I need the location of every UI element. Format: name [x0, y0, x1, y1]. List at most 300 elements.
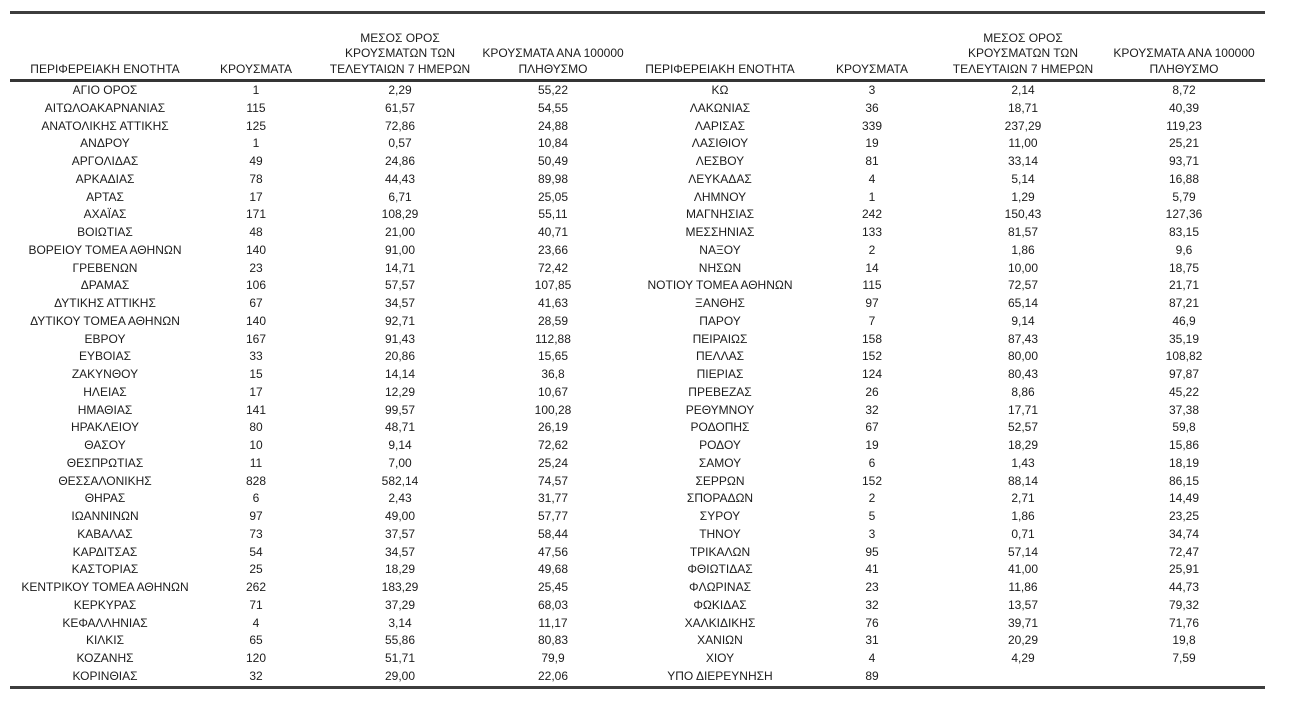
per100k-cell: 24,88: [537, 118, 569, 133]
per100k-cell: 107,85: [534, 278, 572, 293]
cases-cell: 19: [865, 438, 879, 452]
region-name-cell: ΔΡΑΜΑΣ: [80, 278, 130, 293]
table-header-row: [10, 14, 1265, 82]
avg7-cell: 34,57: [384, 544, 416, 559]
per100k-cell: 21,71: [1168, 278, 1200, 293]
region-name-cell: ΛΑΚΩΝΙΑΣ: [689, 100, 751, 115]
avg7-cell: 9,14: [388, 438, 412, 452]
avg7-cell: 150,43: [1004, 207, 1042, 222]
avg7-cell: 3,14: [388, 615, 412, 630]
region-name-cell: ΛΕΥΚΑΔΑΣ: [688, 171, 752, 186]
per100k-cell: 36,8: [541, 367, 565, 381]
avg7-cell: 18,29: [1007, 438, 1039, 452]
avg7-cell: 2,29: [388, 83, 412, 97]
region-name-cell: ΝΑΞΟΥ: [699, 242, 741, 257]
per100k-cell: 41,63: [537, 296, 569, 310]
cases-cell: 17: [249, 384, 263, 399]
header-region-label: ΠΕΡΙΦΕΡΕΙΑΚΗ ΕΝΟΤΗΤΑ: [645, 61, 795, 76]
avg7-cell: 14,14: [384, 367, 416, 381]
region-name-cell: ΗΜΑΘΙΑΣ: [77, 402, 133, 417]
per100k-cell: 57,77: [537, 509, 569, 523]
per100k-cell: 18,75: [1168, 260, 1200, 275]
per100k-cell: 5,79: [1172, 189, 1196, 204]
per100k-cell: 93,71: [1168, 154, 1200, 168]
cases-cell: 95: [865, 544, 879, 559]
cases-cell: 1: [252, 136, 260, 151]
region-name-cell: ΚΕΝΤΡΙΚΟΥ ΤΟΜΕΑ ΑΘΗΝΩΝ: [21, 580, 189, 594]
cases-cell: 54: [249, 544, 263, 559]
cases-cell: 23: [865, 580, 879, 594]
table-row: [10, 153, 1265, 171]
region-name-cell: ΗΡΑΚΛΕΙΟΥ: [70, 420, 140, 435]
cases-cell: 97: [249, 509, 263, 523]
avg7-cell: 80,43: [1007, 367, 1039, 381]
cases-cell: 133: [861, 225, 883, 239]
per100k-cell: 54,55: [537, 100, 569, 115]
table-row: [10, 384, 1265, 402]
cases-cell: 6: [252, 491, 260, 506]
cases-cell: 242: [861, 207, 883, 222]
per100k-cell: 23,66: [537, 242, 569, 257]
table-row: [10, 526, 1265, 544]
region-name-cell: ΗΛΕΙΑΣ: [83, 384, 127, 399]
cases-cell: 124: [861, 367, 883, 381]
per100k-cell: 108,82: [1165, 349, 1203, 364]
region-name-cell: ΑΡΓΟΛΙΔΑΣ: [71, 154, 139, 168]
cases-cell: 89: [865, 668, 879, 683]
per100k-cell: 86,15: [1168, 473, 1200, 488]
region-name-cell: ΑΡΤΑΣ: [86, 189, 124, 204]
per100k-cell: 25,45: [537, 580, 569, 594]
per100k-cell: 23,25: [1168, 509, 1200, 523]
avg7-cell: 17,71: [1007, 402, 1039, 417]
region-name-cell: ΡΟΔΟΠΗΣ: [690, 420, 750, 435]
region-name-cell: ΠΑΡΟΥ: [699, 313, 741, 328]
cases-cell: 3: [868, 83, 876, 97]
per100k-cell: 119,23: [1166, 118, 1202, 133]
avg7-cell: 1,86: [1011, 509, 1035, 523]
avg7-cell: 108,29: [381, 207, 419, 222]
cases-cell: 80: [249, 420, 263, 435]
table-row: [10, 171, 1265, 189]
header-region-label: ΠΕΡΙΦΕΡΕΙΑΚΗ ΕΝΟΤΗΤΑ: [30, 61, 180, 76]
avg7-cell: 55,86: [384, 633, 416, 648]
per100k-cell: 83,15: [1168, 225, 1200, 239]
cases-cell: 97: [865, 296, 879, 310]
table-row: [10, 402, 1265, 420]
cases-cell: 23: [249, 260, 263, 275]
header-cases-label: ΚΡΟΥΣΜΑΤΑ: [220, 61, 292, 76]
header-avg7-line2: ΚΡΟΥΣΜΑΤΩΝ ΤΩΝ: [967, 46, 1079, 61]
table-row: [10, 100, 1265, 118]
avg7-cell: 0,57: [388, 136, 412, 151]
region-name-cell: ΜΕΣΣΗΝΙΑΣ: [685, 225, 755, 239]
cases-cell: 4: [868, 171, 876, 186]
per100k-cell: 80,83: [537, 633, 569, 648]
per100k-cell: 72,42: [537, 260, 569, 275]
cases-cell: 152: [861, 349, 883, 364]
per100k-cell: 9,6: [1175, 242, 1193, 257]
cases-cell: 65: [249, 633, 263, 648]
region-name-cell: ΝΟΤΙΟΥ ΤΟΜΕΑ ΑΘΗΝΩΝ: [647, 278, 793, 293]
avg7-cell: 99,57: [384, 402, 416, 417]
table-row: [10, 118, 1265, 136]
avg7-cell: 0,71: [1011, 526, 1035, 541]
per100k-cell: 44,73: [1168, 580, 1200, 594]
cases-cell: 339: [861, 118, 883, 133]
avg7-cell: 29,00: [384, 668, 416, 683]
avg7-cell: 18,29: [384, 562, 416, 577]
table-row: [10, 455, 1265, 473]
header-per100k-left: [482, 46, 624, 77]
avg7-cell: 91,00: [384, 242, 416, 257]
cases-cell: 167: [245, 331, 267, 346]
avg7-cell: 21,00: [384, 225, 416, 239]
cases-cell: 2: [868, 491, 876, 506]
per100k-cell: 79,32: [1168, 597, 1200, 612]
region-name-cell: ΕΒΡΟΥ: [84, 331, 126, 346]
cases-cell: 26: [865, 384, 879, 399]
avg7-cell: 18,71: [1007, 100, 1039, 115]
region-name-cell: ΚΑΣΤΟΡΙΑΣ: [71, 562, 139, 577]
region-name-cell: ΔΥΤΙΚΗΣ ΑΤΤΙΚΗΣ: [54, 296, 156, 310]
cases-cell: 10: [249, 438, 263, 452]
region-name-cell: ΣΑΜΟΥ: [698, 455, 742, 470]
region-name-cell: ΘΕΣΣΑΛΟΝΙΚΗΣ: [58, 473, 152, 488]
per100k-cell: 35,19: [1168, 331, 1200, 346]
cases-cell: 36: [865, 100, 879, 115]
per100k-cell: 72,62: [537, 438, 569, 452]
region-name-cell: ΦΩΚΙΔΑΣ: [693, 597, 747, 612]
cases-cell: 2: [868, 242, 876, 257]
cases-cell: 32: [249, 668, 263, 683]
avg7-cell: 92,71: [384, 313, 416, 328]
per100k-cell: 34,74: [1168, 526, 1200, 541]
per100k-cell: 18,19: [1168, 455, 1200, 470]
header-avg7-right: [922, 31, 1124, 77]
header-region-right: [618, 62, 822, 77]
avg7-cell: 1,29: [1011, 189, 1035, 204]
avg7-cell: 582,14: [381, 473, 419, 488]
per100k-cell: 19,8: [1172, 633, 1196, 648]
cases-cell: 120: [245, 651, 267, 665]
per100k-cell: 15,65: [537, 349, 569, 364]
per100k-cell: 50,49: [537, 154, 569, 168]
avg7-cell: 37,57: [384, 526, 416, 541]
avg7-cell: 51,71: [384, 651, 416, 665]
avg7-cell: 12,29: [384, 384, 416, 399]
region-name-cell: ΚΟΡΙΝΘΙΑΣ: [72, 668, 138, 683]
region-name-cell: ΛΑΡΙΣΑΣ: [694, 118, 746, 133]
region-name-cell: ΑΡΚΑΔΙΑΣ: [75, 171, 135, 186]
header-per100k-line1: ΚΡΟΥΣΜΑΤΑ ΑΝΑ 100000: [482, 46, 624, 61]
region-name-cell: ΛΗΜΝΟΥ: [693, 189, 747, 204]
cases-cell: 4: [868, 651, 876, 665]
header-cases-left: [200, 62, 312, 77]
per100k-cell: 55,11: [538, 207, 568, 222]
region-name-cell: ΦΛΩΡΙΝΑΣ: [689, 580, 751, 594]
header-cases-label: ΚΡΟΥΣΜΑΤΑ: [836, 61, 908, 76]
cases-cell: 262: [245, 580, 267, 594]
cases-cell: 11: [249, 455, 263, 470]
header-avg7-line2: ΚΡΟΥΣΜΑΤΩΝ ΤΩΝ: [344, 46, 456, 61]
region-name-cell: ΦΘΙΩΤΙΔΑΣ: [687, 562, 753, 577]
table-body: [10, 82, 1265, 686]
avg7-cell: 87,43: [1007, 331, 1039, 346]
header-avg7-line3: ΤΕΛΕΥΤΑΙΩΝ 7 ΗΜΕΡΩΝ: [329, 61, 471, 76]
per100k-cell: 49,68: [537, 562, 569, 577]
region-name-cell: ΛΑΣΙΘΙΟΥ: [691, 136, 749, 151]
per100k-cell: 7,59: [1172, 651, 1196, 665]
cases-cell: 4: [252, 615, 260, 630]
cases-cell: 5: [868, 509, 876, 523]
table-row: [10, 348, 1265, 366]
region-name-cell: ΚΕΡΚΥΡΑΣ: [73, 597, 137, 612]
avg7-cell: 48,71: [384, 420, 416, 435]
table-row: [10, 668, 1265, 686]
region-name-cell: ΠΕΙΡΑΙΩΣ: [692, 331, 748, 346]
cases-cell: 115: [862, 278, 882, 293]
cases-by-regional-unit-table: [10, 11, 1265, 689]
region-name-cell: ΓΡΕΒΕΝΩΝ: [72, 260, 138, 275]
per100k-cell: 71,76: [1168, 615, 1200, 630]
region-name-cell: ΑΙΤΩΛΟΑΚΑΡΝΑΝΙΑΣ: [44, 100, 166, 115]
region-name-cell: ΑΓΙΟ ΟΡΟΣ: [72, 83, 138, 97]
region-name-cell: ΘΕΣΠΡΩΤΙΑΣ: [66, 455, 144, 470]
per100k-cell: 10,84: [537, 136, 569, 151]
header-avg7-line1: ΜΕΣΟΣ ΟΡΟΣ: [360, 31, 440, 46]
per100k-cell: 31,77: [537, 491, 569, 506]
per100k-cell: 89,98: [537, 171, 569, 186]
cases-cell: 1: [868, 189, 876, 204]
per100k-cell: 58,44: [537, 526, 569, 541]
avg7-cell: 9,14: [1011, 313, 1035, 328]
per100k-cell: 40,71: [537, 225, 569, 239]
per100k-cell: 97,87: [1168, 367, 1200, 381]
avg7-cell: 44,43: [384, 171, 416, 186]
region-name-cell: ΒΟΡΕΙΟΥ ΤΟΜΕΑ ΑΘΗΝΩΝ: [28, 242, 182, 257]
region-name-cell: ΞΑΝΘΗΣ: [695, 296, 745, 310]
table-row: [10, 544, 1265, 562]
avg7-cell: 72,57: [1007, 278, 1039, 293]
cases-cell: 17: [249, 189, 263, 204]
per100k-cell: 8,72: [1172, 83, 1196, 97]
region-name-cell: ΔΥΤΙΚΟΥ ΤΟΜΕΑ ΑΘΗΝΩΝ: [30, 313, 180, 328]
region-name-cell: ΒΟΙΩΤΙΑΣ: [77, 225, 133, 239]
cases-cell: 1: [252, 83, 260, 97]
region-name-cell: ΠΡΕΒΕΖΑΣ: [688, 384, 752, 399]
cases-cell: 49: [249, 154, 263, 168]
region-name-cell: ΚΙΛΚΙΣ: [85, 633, 125, 648]
avg7-cell: 34,57: [384, 296, 416, 310]
avg7-cell: 14,71: [384, 260, 416, 275]
per100k-cell: 26,19: [537, 420, 569, 435]
table-row: [10, 189, 1265, 207]
per100k-cell: 25,05: [537, 189, 569, 204]
per100k-cell: 10,67: [537, 384, 569, 399]
avg7-cell: 37,29: [384, 597, 416, 612]
table-row: [10, 490, 1265, 508]
cases-cell: 33: [249, 349, 263, 364]
table-row: [10, 561, 1265, 579]
table-row: [10, 615, 1265, 633]
table-row: [10, 331, 1265, 349]
region-name-cell: ΡΕΘΥΜΝΟΥ: [685, 402, 755, 417]
avg7-cell: 24,86: [384, 154, 416, 168]
cases-cell: 125: [245, 118, 267, 133]
avg7-cell: 2,71: [1011, 491, 1035, 506]
region-name-cell: ΑΝΑΤΟΛΙΚΗΣ ΑΤΤΙΚΗΣ: [41, 118, 169, 133]
region-name-cell: ΚΕΦΑΛΛΗΝΙΑΣ: [62, 615, 148, 630]
table-row: [10, 632, 1265, 650]
region-name-cell: ΡΟΔΟΥ: [699, 438, 741, 452]
cases-cell: 19: [865, 136, 879, 151]
cases-cell: 171: [245, 207, 267, 222]
region-name-cell: ΠΕΛΛΑΣ: [695, 349, 745, 364]
avg7-cell: 61,57: [384, 100, 416, 115]
avg7-cell: 1,43: [1011, 455, 1035, 470]
cases-cell: 15: [249, 367, 263, 381]
avg7-cell: 49,00: [384, 509, 416, 523]
avg7-cell: 7,00: [388, 455, 412, 470]
region-name-cell: ΘΗΡΑΣ: [84, 491, 126, 506]
per100k-cell: 47,56: [537, 544, 569, 559]
region-name-cell: ΧΑΛΚΙΔΙΚΗΣ: [684, 615, 756, 630]
avg7-cell: 11,86: [1008, 580, 1038, 594]
cases-cell: 152: [861, 473, 883, 488]
header-avg7-left: [312, 31, 488, 77]
region-name-cell: ΤΗΝΟΥ: [699, 526, 741, 541]
per100k-cell: 28,59: [537, 313, 569, 328]
cases-cell: 25: [249, 562, 263, 577]
avg7-cell: 20,86: [384, 349, 416, 364]
cases-cell: 78: [249, 171, 263, 186]
header-per100k-right: [1113, 46, 1255, 77]
avg7-cell: 57,14: [1007, 544, 1039, 559]
avg7-cell: 2,43: [388, 491, 412, 506]
table-row: [10, 437, 1265, 455]
per100k-cell: 45,22: [1168, 384, 1200, 399]
cases-cell: 81: [865, 154, 879, 168]
region-name-cell: ΘΑΣΟΥ: [84, 438, 126, 452]
table-row: [10, 206, 1265, 224]
per100k-cell: 14,49: [1168, 491, 1200, 506]
region-name-cell: ΤΡΙΚΑΛΩΝ: [689, 544, 751, 559]
avg7-cell: 6,71: [388, 189, 412, 204]
cases-cell: 41: [865, 562, 879, 577]
header-avg7-line3: ΤΕΛΕΥΤΑΙΩΝ 7 ΗΜΕΡΩΝ: [952, 61, 1094, 76]
avg7-cell: 20,29: [1007, 633, 1039, 648]
table-row: [10, 650, 1265, 668]
region-name-cell: ΥΠΟ ΔΙΕΡΕΥΝΗΣΗ: [667, 668, 773, 683]
cases-cell: 6: [868, 455, 876, 470]
per100k-cell: 72,47: [1168, 544, 1200, 559]
region-name-cell: ΣΠΟΡΑΔΩΝ: [686, 491, 754, 506]
avg7-cell: 33,14: [1007, 154, 1039, 168]
per100k-cell: 16,88: [1168, 171, 1200, 186]
cases-cell: 76: [865, 615, 879, 630]
region-name-cell: ΖΑΚΥΝΘΟΥ: [71, 367, 139, 381]
table-row: [10, 295, 1265, 313]
header-region-left: [10, 62, 200, 77]
region-name-cell: ΑΝΔΡΟΥ: [80, 136, 130, 151]
region-name-cell: ΚΑΒΑΛΑΣ: [77, 526, 133, 541]
per100k-cell: 79,9: [541, 651, 565, 665]
header-per100k-line2: ΠΛΗΘΥΣΜΟ: [518, 61, 588, 76]
cases-cell: 71: [249, 597, 263, 612]
table-row: [10, 82, 1265, 100]
table-row: [10, 242, 1265, 260]
per100k-cell: 15,86: [1168, 438, 1200, 452]
region-name-cell: ΝΗΣΩΝ: [698, 260, 742, 275]
per100k-cell: 37,38: [1168, 402, 1200, 417]
region-name-cell: ΣΕΡΡΩΝ: [695, 473, 745, 488]
region-name-cell: ΙΩΑΝΝΙΝΩΝ: [71, 509, 139, 523]
avg7-cell: 2,14: [1011, 83, 1035, 97]
cases-cell: 32: [865, 597, 879, 612]
per100k-cell: 46,9: [1172, 313, 1196, 328]
cases-cell: 32: [865, 402, 879, 417]
region-name-cell: ΜΑΓΝΗΣΙΑΣ: [685, 207, 755, 222]
header-avg7-line1: ΜΕΣΟΣ ΟΡΟΣ: [983, 31, 1063, 46]
avg7-cell: 183,29: [381, 580, 419, 594]
table-row: [10, 508, 1265, 526]
table-row: [10, 366, 1265, 384]
avg7-cell: 72,86: [384, 118, 416, 133]
avg7-cell: 11,00: [1008, 136, 1038, 151]
per100k-cell: 40,39: [1168, 100, 1200, 115]
per100k-cell: 68,03: [537, 597, 569, 612]
region-name-cell: ΑΧΑΪΑΣ: [83, 207, 127, 222]
header-per100k-line2: ΠΛΗΘΥΣΜΟ: [1149, 61, 1219, 76]
per100k-cell: 11,17: [538, 615, 568, 630]
cases-cell: 828: [245, 473, 267, 488]
cases-cell: 48: [249, 225, 263, 239]
cases-cell: 31: [865, 633, 879, 648]
per100k-cell: 22,06: [537, 668, 569, 683]
table-row: [10, 260, 1265, 278]
region-name-cell: ΕΥΒΟΙΑΣ: [78, 349, 132, 364]
avg7-cell: 13,57: [1007, 597, 1039, 612]
per100k-cell: 55,22: [537, 83, 569, 97]
cases-cell: 115: [246, 100, 266, 115]
header-cases-right: [822, 62, 922, 77]
per100k-cell: 25,21: [1168, 136, 1200, 151]
region-name-cell: ΧΙΟΥ: [705, 651, 735, 665]
per100k-cell: 25,91: [1168, 562, 1200, 577]
per100k-cell: 87,21: [1168, 296, 1200, 310]
cases-cell: 14: [865, 260, 879, 275]
cases-cell: 140: [245, 242, 267, 257]
avg7-cell: 52,57: [1007, 420, 1039, 435]
table-row: [10, 419, 1265, 437]
region-name-cell: ΧΑΝΙΩΝ: [697, 633, 743, 648]
table-row: [10, 224, 1265, 242]
per100k-cell: 59,8: [1172, 420, 1196, 435]
avg7-cell: 1,86: [1011, 242, 1035, 257]
region-name-cell: ΚΟΖΑΝΗΣ: [76, 651, 134, 665]
avg7-cell: 8,86: [1011, 384, 1035, 399]
avg7-cell: 237,29: [1004, 118, 1042, 133]
region-name-cell: ΚΑΡΔΙΤΣΑΣ: [72, 544, 138, 559]
table-row: [10, 313, 1265, 331]
cases-cell: 3: [868, 526, 876, 541]
avg7-cell: 88,14: [1007, 473, 1039, 488]
avg7-cell: 65,14: [1007, 296, 1039, 310]
cases-cell: 73: [249, 526, 263, 541]
avg7-cell: 39,71: [1007, 615, 1039, 630]
avg7-cell: 57,57: [384, 278, 416, 293]
